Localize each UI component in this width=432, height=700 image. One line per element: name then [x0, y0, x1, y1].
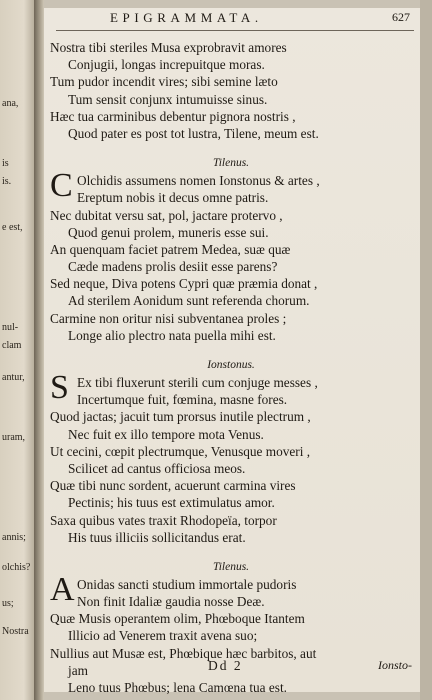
verse-line: Saxa quibus vates traxit Rhodopeïa, torpor [50, 512, 277, 528]
signature-mark: Dd 2 [208, 658, 243, 673]
poem-heading: Ionstonus. [207, 359, 255, 371]
book-gutter [34, 0, 44, 700]
verse-line: Leno tuus Phœbus; lena Camœna tua est. [68, 680, 287, 695]
stanza-gap [50, 344, 412, 352]
adjacent-page-strip [0, 0, 34, 700]
verse-line: An quenquam faciet patrem Medea, suæ quæ [50, 241, 291, 257]
verse-line: Olchidis assumens nomen Ionstonus & artes , [77, 173, 320, 189]
poem-stanza [50, 369, 412, 546]
adjacent-page-fragment: e est, [2, 222, 23, 233]
poem-stanza [50, 39, 412, 142]
adjacent-page-fragment: clam [2, 340, 22, 351]
adjacent-page-fragment: Nostra [2, 626, 29, 637]
poem-heading: Tilenus. [212, 560, 250, 573]
drop-cap: C [50, 167, 73, 205]
verse-line: Quod pater es post tot lustra, Tilene, meum est. [68, 125, 319, 141]
adjacent-page-fragment: is. [2, 176, 12, 187]
verse-line: Cæde madens prolis desiit esse parens? [68, 259, 278, 275]
verse-line: Tum sensit conjunx intumuisse sinus. [68, 91, 268, 107]
epigram-text [50, 39, 412, 696]
verse-line: Illicio ad Venerem traxit avena suo; [68, 628, 258, 644]
drop-cap: S [50, 369, 69, 406]
verse-line: Tum pudor incendit vires; sibi semine læto [50, 74, 278, 90]
poem-heading: Tilenus. [212, 157, 250, 170]
verse-line: Quæ Musis operantem olim, Phœboque Itantem [50, 611, 305, 627]
verse-line: Ad sterilem Aonidum sunt referenda chorum. [68, 293, 310, 309]
verse-line: jam [68, 662, 88, 678]
adjacent-page-fragment: olchis? [2, 562, 31, 573]
verse-line: Ereptum nobis it decus omne patris. [77, 190, 269, 206]
verse-line: His tuus illiciis sollicitandus erat. [68, 529, 246, 545]
adjacent-page-fragment: us; [2, 598, 14, 609]
poem-stanza [50, 167, 412, 344]
adjacent-page-fragment: uram, [2, 432, 26, 443]
verse-line: Conjugii, longas increpuitque moras. [68, 57, 265, 73]
verse-line: Hæc tua carminibus debentur pignora nostris , [50, 108, 296, 124]
verse-line: Quæ tibi nunc sordent, acuerunt carmina vires [50, 478, 296, 494]
verse-line: Pectinis; his tuus est extimulatus amor. [68, 495, 275, 511]
catchword: Ionsto- [378, 658, 412, 672]
page-number: 627 [392, 10, 410, 24]
adjacent-page-fragment: is [2, 158, 9, 169]
verse-line: Carmine non oritur nisi subventanea proles ; [50, 310, 287, 326]
stanza-gap [50, 546, 412, 554]
verse-line: Nostra tibi steriles Musa exprobravit amores [50, 40, 287, 55]
verse-line: Nec fuit ex illo tempore mota Venus. [68, 426, 264, 442]
verse-line: Incertumque fuit, fœmina, masne fores. [77, 392, 288, 408]
adjacent-page-fragment: nul- [2, 322, 19, 333]
verse-line: Scilicet ad cantus officiosa meos. [68, 460, 246, 476]
header-rule [56, 30, 414, 31]
verse-line: Quod genui prolem, muneris esse sui. [68, 224, 269, 240]
verse-line: Longe alio plectro nata puella mihi est. [68, 327, 276, 343]
adjacent-page-fragment: antur, [2, 372, 25, 383]
poem-stanza [50, 570, 412, 696]
page-footer [50, 658, 412, 676]
drop-cap: A [50, 570, 75, 608]
book-page [44, 8, 420, 695]
verse-line: Ex tibi fluxerunt sterili cum conjuge messes , [77, 375, 318, 390]
right-edge [420, 0, 432, 700]
adjacent-page-fragment: ana, [2, 98, 19, 109]
verse-line: Nullius aut Musæ est, Phœbique hæc barbitos, aut [50, 645, 317, 661]
stanza-gap [50, 142, 412, 150]
verse-line: Quod jactas; jacuit tum prorsus inutile plectrum , [50, 409, 311, 425]
verse-line: Onidas sancti studium immortale pudoris [77, 576, 297, 592]
verse-line: Ut cecini, cœpit plectrumque, Venusque moveri , [50, 443, 311, 459]
verse-line: Sed neque, Diva potens Cypri quæ præmia donat , [50, 276, 318, 292]
running-title: EPIGRAMMATA. [110, 10, 263, 25]
verse-line: Non finit Idaliæ gaudia nosse Deæ. [77, 594, 265, 610]
verse-line: Nec dubitat versu sat, pol, jactare protervo , [50, 207, 283, 223]
adjacent-page-fragment: annis; [2, 532, 26, 543]
running-header [60, 10, 414, 28]
